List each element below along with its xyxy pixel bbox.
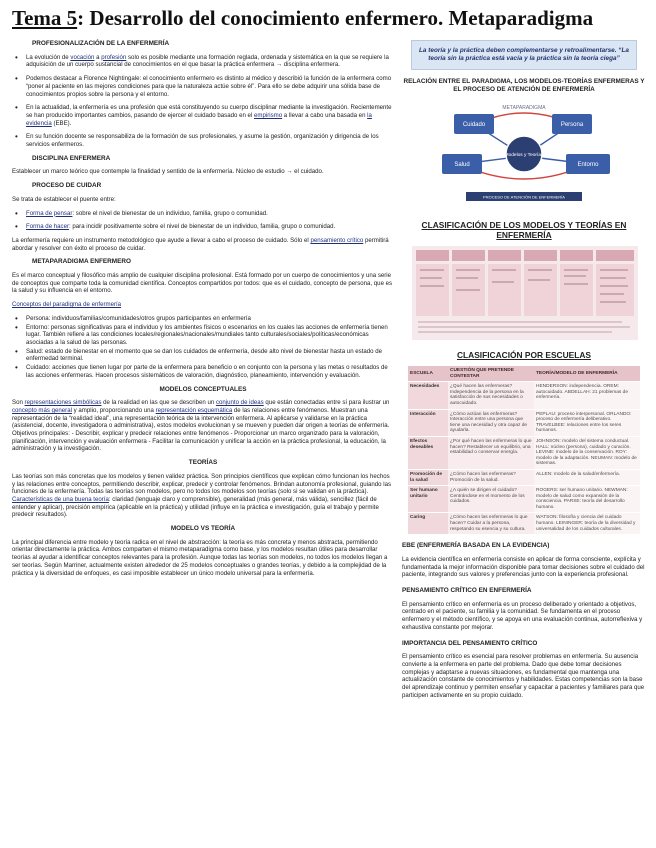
- section-heading: MODELOS CONCEPTUALES: [159, 385, 247, 393]
- question-cell: ¿Cómo actúan las enfermeras? Interacción entre una persona que tiene una necesidad y otra capaz de ayudarla.: [448, 409, 534, 436]
- theories-cell: WATSON: filosofía y ciencia del cuidado humano. LEININGER: teoría de la diversidad y universalidad de los cuidados culturales.: [534, 513, 640, 534]
- list-item: • Salud: estado de bienestar en el momento que se dan los cuidados de enfermería, desde alto nivel de bienestar hasta un estado de enfermedad terminal.: [12, 348, 394, 363]
- column-header: ESCUELA: [408, 366, 448, 382]
- underlined-term: la evidencia: [26, 111, 372, 127]
- underlined-term: profesión: [101, 53, 127, 61]
- text: Son: [12, 399, 25, 407]
- theories-cell: PEPLAU: proceso interpersonal. ORLANDO: proceso de enfermería deliberativo. TRAVELBEE: relaciones entre los seres humanos.: [534, 409, 640, 436]
- school-cell: Necesidades: [408, 382, 448, 409]
- quote-box: La teoría y la práctica deben complementarse y retroalimentarse. “La teoría sin la práctica está vacía y la práctica sin la teoría ciega”: [411, 40, 637, 70]
- text: La evolución de: [26, 53, 71, 61]
- paragraph: La evidencia científica en enfermería consiste en aplicar de forma consciente, explícita y fundamentada la mejor información disponible para tomar decisiones sobre el cuidado del paciente, integrando sus valores y preferencias junto con la experiencia profesional.: [402, 555, 645, 579]
- underlined-term: Conceptos del paradigma de enfermería: [12, 301, 122, 309]
- text: de la realidad en las que se describen un: [101, 399, 216, 407]
- critical-thinking-section: [402, 587, 646, 632]
- importance-section: [402, 640, 646, 700]
- section-heading: PENSAMIENTO CRÍTICO EN ENFERMERÍA: [402, 587, 532, 595]
- right-column: [402, 40, 646, 700]
- list-item: [12, 54, 394, 69]
- list-item: [12, 223, 394, 231]
- underlined-term: Forma de hacer: [26, 223, 70, 231]
- table-row: [408, 486, 640, 513]
- section-heading: TEORÍAS: [188, 459, 218, 467]
- school-cell: Ser humano unitario: [408, 486, 448, 513]
- text: que están conectadas entre sí para ilustrar un: [263, 399, 390, 407]
- underlined-term: pensamiento crítico: [310, 236, 364, 244]
- text: La enfermería requiere un instrumento metodológico que ayude a llevar a cabo el proceso de cuidado. Sólo el: [12, 236, 311, 244]
- underlined-term: concepto más general: [12, 406, 72, 414]
- list-item: [12, 210, 394, 218]
- school-cell: Efectos deseables: [408, 436, 448, 469]
- paragraph: [12, 301, 394, 309]
- list-item: • Persona: individuos/familias/comunidades/otros grupos participantes en enfermería: [12, 315, 394, 323]
- school-cell: Promoción de la salud: [408, 469, 448, 485]
- table-row: [408, 469, 640, 485]
- title-tema: Tema 5: [12, 6, 78, 30]
- table-row: [408, 436, 640, 469]
- table-row: [408, 409, 640, 436]
- paragraph: La principal diferencia entre modelo y teoría radica en el nivel de abstracción: la teoría es más concreta y menos abstracta, permitiendo orientar directamente la práctica. Ambos comparten el mismo metaparadigma como base, y los modelos resultan útiles para desarrollar teorías al ayudar a identificar conceptos relevantes para la profesión. Aunque todas las teorías son modelos, no todos los modelos llegan a ser teorías. Según Marriner, actualmente existen alrededor de 25 modelos conceptuales o grandes teorías, y debido a la complejidad de la práctica y la diversidad de enfoques, es casi imposible establecer un único modelo universal para la enfermería.: [12, 538, 388, 577]
- paragraph: Es el marco conceptual y filosófico más amplio de cualquier disciplina profesional. Está formado por un cuerpo de conocimientos y una serie de conceptos que comparte toda la comunidad científica. Conceptos compartidos por todos: que es el cuidado, concepto de persona, que es la salud y su influencia en el entorno.: [12, 272, 393, 295]
- question-cell: ¿A quién se dirigen el cuidado? Centrándose en el momento de los cuidados.: [448, 486, 534, 513]
- node-center-label: Modelos y Teorías: [504, 153, 544, 158]
- paragraph: Se trata de establecer el puente entre:: [12, 195, 116, 203]
- underlined-term: representación esquemática: [155, 406, 233, 414]
- paragraph: [12, 473, 394, 519]
- list-item: • En su función docente se responsabiliza de la formación de sus profesionales, y asume la gestión, organización y dirigencia de los servicios enfermeros.: [12, 133, 394, 148]
- classification-image: [412, 246, 638, 340]
- school-cell: Interacción: [408, 409, 448, 436]
- text: solo es posible mediante una formación reglada, ordenada y sistemática en la que se requiere la adquisición de un cuerpo sustancial de conocimientos en el que basar la práctica enfermera → disciplina enfermera.: [26, 53, 389, 69]
- text: a: [94, 53, 102, 61]
- question-cell: ¿Qué hacen las enfermeras? Independencia de la persona en la satisfacción de sus necesidades o autocuidado.: [448, 382, 534, 409]
- section-heading: MODELO VS TEORÍA: [170, 525, 236, 533]
- list-item: [12, 104, 394, 127]
- paragraph: El pensamiento crítico en enfermería es un proceso deliberado y orientado a objetivos, centrado en el paciente, su familia y la comunidad. Se fundamenta en el proceso enfermero y el método científico, y se apoya en una evaluación continua, autorreflexiva y exhaustiva constante por mejorar.: [402, 600, 643, 631]
- list-item: • Cuidado: acciones que tienen lugar por parte de la enfermera para beneficio o en conjunto con la persona y las metas o resultados de las acciones enfermeras. Hacen procesos sistemáticos de valoración, diagnóstico, planeamiento, intervención y evaluación.: [12, 364, 394, 379]
- left-column: [12, 40, 394, 583]
- section-heading: METAPARADIGMA ENFERMERO: [32, 258, 131, 266]
- bottom-bar-label: PROCESO DE ATENCIÓN DE ENFERMERÍA: [483, 194, 565, 200]
- metaparadigm-diagram: [408, 100, 640, 210]
- underlined-term: empirismo: [254, 111, 283, 119]
- section-heading: EBE (ENFERMERÍA BASADA EN LA EVIDENCIA): [402, 542, 550, 550]
- paragraph: El pensamiento crítico es esencial para resolver problemas en enfermería. Su ausencia convierte a la enfermera en parte del problema. Dado que debe tomar decisiones complejas y adaptarse a nuevas situaciones, es fundamental que mantenga una actualización constante de conocimientos y habilidades. Estas competencias son la base del aprendizaje continuo y permiten enseñar y capacitar a pacientes y familiares para que participen activamente en su propio cuidado.: [402, 653, 645, 699]
- diagram-top-label: METAPARADIGMA: [502, 105, 546, 111]
- underlined-term: Características de una buena teoría: [12, 495, 109, 503]
- text: : para incidir positivamente sobre el nivel de bienestar de un individuo, familia, grupo o comunidad.: [69, 223, 336, 231]
- text: Las teorías son más concretas que los modelos y tienen validez práctica. Son principios científicos que explican cómo funcionan los hechos y las relaciones entre conceptos, permitiendo describir, explicar, predecir y controlar fenómenos. Brindan autonomía profesional, guiando las funciones de la enfermería. Todas las teorías son modelos, pero no todos los modelos son teorías (solo si se validan en la práctica).: [12, 472, 392, 496]
- text: En la actualidad, la enfermería es una profesión que está constituyendo su cuerpo disciplinar mediante la investigación. Recientemente se han producido importantes cambios, pasando de ejercer el cuidado basado en el: [26, 104, 392, 119]
- table-row: [408, 513, 640, 534]
- list-item: • Podemos destacar a Florence Nightingale: el conocimiento enfermero es distinto al médico y describió la función de la enfermera como “poner al paciente en las mejores condiciones para que la naturaleza actúe sobre él”. Para ello se debe adquirir una sólida base de conocimientos propios sobre la persona y el entorno.: [12, 75, 394, 98]
- question-cell: ¿Por qué hacen las enfermeras lo que hacen? Restablecer un equilibrio, una estabilidad o conservar energía.: [448, 436, 534, 469]
- paragraph: [12, 237, 394, 252]
- theories-cell: ALLEN: modelo de la salud/enfermería.: [534, 469, 640, 485]
- text: a llevar a cabo una basada en: [282, 111, 368, 119]
- text: de las relaciones entre fenómenos. Muestran una representación de la “realidad ideal”, una representación teórica de la intervención enfermera. Al aplicarse y validarse en la práctica (asistencial, docente, investigadora o administrativa), estos modelos evolucionan y se mueven y pueden dar origen a teorías de enfermería.: [12, 406, 390, 430]
- section-heading: IMPORTANCIA DEL PENSAMIENTO CRÍTICO: [402, 639, 538, 647]
- schools-heading: CLASIFICACIÓN POR ESCUELAS: [456, 350, 591, 360]
- paragraph: [12, 399, 394, 430]
- node-cuidado-label: Cuidado: [462, 122, 486, 128]
- section-heading: PROFESIONALIZACIÓN DE LA ENFERMERÍA: [32, 40, 170, 47]
- ebe-section: [402, 542, 646, 579]
- bullet-list: [12, 210, 394, 231]
- column-header: TEORÍA/MODELO DE ENFERMERÍA: [534, 366, 640, 382]
- column-header: CUESTIÓN QUE PRETENDE CONTESTAR: [448, 366, 534, 382]
- classification-heading: CLASIFICACIÓN DE LOS MODELOS Y TEORÍAS EN ENFERMERÍA: [421, 220, 627, 240]
- title-rest: : Desarrollo del conocimiento enfermero. Metaparadigma: [77, 6, 594, 30]
- schools-table: [408, 366, 640, 534]
- bullet-list: [12, 315, 394, 380]
- school-cell: Caring: [408, 513, 448, 534]
- question-cell: ¿Cómo hacen las enfermeras lo que hacen? Cuidar a la persona, respetando su esencia y su cultura.: [448, 513, 534, 534]
- paragraph: Objetivos principales: - Describir, explicar y predecir relaciones entre fenómenos - Proporcionar un marco organizado para la valoración, planificación, intervención y evaluación enfermera - Facilitar la comunicación y unificar la acción en la práctica profesional, la educación, la administración y la investigación.: [12, 430, 386, 453]
- text: permitirá abordar y resolver con éxito el proceso de cuidar.: [12, 236, 389, 252]
- text: : sobre el nivel de bienestar de un individuo, familia, grupo o comunidad.: [72, 209, 268, 217]
- underlined-term: representaciones simbólicas: [24, 399, 102, 407]
- node-entorno-label: Entorno: [577, 162, 599, 168]
- section-heading: DISCIPLINA ENFERMERA: [32, 154, 111, 162]
- text: (EBE).: [51, 119, 72, 127]
- table-header-row: [408, 366, 640, 382]
- table-row: [408, 382, 640, 409]
- section-heading: PROCESO DE CUIDAR: [32, 182, 102, 190]
- node-persona-label: Persona: [560, 122, 584, 128]
- node-salud-label: Salud: [454, 162, 470, 168]
- list-item: • Entorno: personas significativas para el individuo y los ambientes físicos o escenarios en los cuales las acciones de enfermería tienen lugar. También refiere a las condiciones locales/regionales/nacionales/mundiales tanto culturales/sociales/políticas/económicas asociadas a la salud de las personas.: [12, 324, 394, 347]
- paragraph: Establecer un marco teórico que contemple la finalidad y sentido de la enfermería. Núcleo de estudio → el cuidado.: [12, 168, 324, 176]
- page-title: [12, 6, 652, 31]
- question-cell: ¿Cómo hacen las enfermeras? Promoción de la salud.: [448, 469, 534, 485]
- theories-cell: JOHNSON: modelo del sistema conductual. HALL: núcleo (persona), cuidado y curación. LEVINE: modelo de la conservación. ROY: modelo de la adaptación. NEUMAN: modelo de sistemas.: [534, 436, 640, 469]
- underlined-term: Forma de pensar: [26, 209, 73, 217]
- underlined-term: conjunto de ideas: [215, 399, 264, 407]
- text: y amplio, proporcionando una: [71, 406, 156, 414]
- theories-cell: ROGERS: ser humano unitario. NEWMAN: modelo de salud como expansión de la consciencia. PARSE: teoría del desarrollo humano.: [534, 486, 640, 513]
- underlined-term: vocación: [70, 53, 95, 61]
- bullet-list: [12, 54, 394, 149]
- relation-heading: RELACIÓN ENTRE EL PARADIGMA, LOS MODELOS-TEORÍAS ENFERMERAS Y EL PROCESO DE ATENCIÓN DE ENFERMERÍA: [403, 78, 645, 93]
- text: : claridad (lenguaje claro y comprensible), generalidad (más general, más válida), sencillez (fácil de entender y aplicar), precisión empírica (aplicable en la práctica) y utilidad (influye en la práctica e investigación, guía el trabajo y permite predecir resultados).: [12, 495, 379, 519]
- theories-cell: HENDERSON: independencia. OREM: autocuidado. ABDELLAH: 21 problemas de enfermería.: [534, 382, 640, 409]
